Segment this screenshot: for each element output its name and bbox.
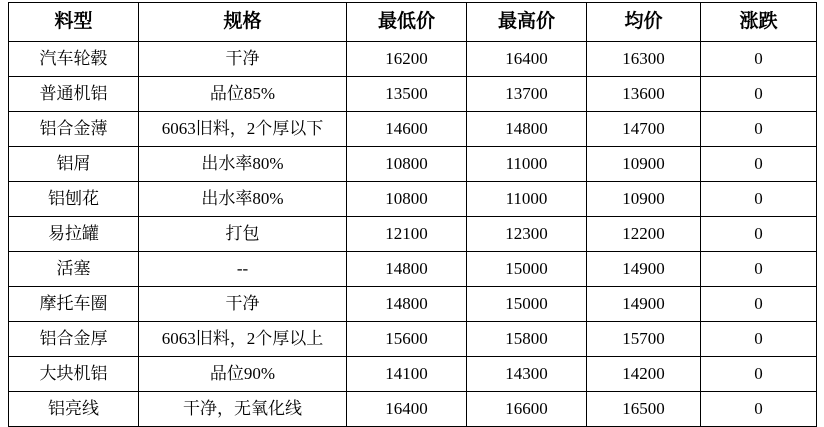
cell-specification: 干净: [139, 42, 347, 77]
column-header-material-type: 料型: [9, 3, 139, 42]
cell-lowest-price: 16200: [347, 42, 467, 77]
table-row: [9, 287, 817, 322]
table-row: [9, 322, 817, 357]
cell-lowest-price: 14800: [347, 287, 467, 322]
cell-specification: 干净: [139, 287, 347, 322]
cell-material-type: 易拉罐: [9, 217, 139, 252]
column-header-change: 涨跌: [701, 3, 817, 42]
cell-specification: 6063旧料，2个厚以上: [139, 322, 347, 357]
cell-lowest-price: 14800: [347, 252, 467, 287]
table-row: [9, 392, 817, 427]
cell-lowest-price: 13500: [347, 77, 467, 112]
cell-change: 0: [701, 77, 817, 112]
table-header: [9, 3, 817, 42]
cell-average-price: 14900: [587, 287, 701, 322]
cell-material-type: 铝合金薄: [9, 112, 139, 147]
cell-highest-price: 15000: [467, 287, 587, 322]
cell-average-price: 15700: [587, 322, 701, 357]
cell-average-price: 14700: [587, 112, 701, 147]
table-body: [9, 42, 817, 427]
cell-lowest-price: 12100: [347, 217, 467, 252]
cell-highest-price: 11000: [467, 147, 587, 182]
cell-material-type: 铝刨花: [9, 182, 139, 217]
cell-average-price: 14200: [587, 357, 701, 392]
cell-specification: 品位90%: [139, 357, 347, 392]
table-row: [9, 42, 817, 77]
cell-specification: 干净，无氧化线: [139, 392, 347, 427]
cell-specification: 出水率80%: [139, 147, 347, 182]
cell-specification: --: [139, 252, 347, 287]
cell-lowest-price: 10800: [347, 182, 467, 217]
cell-lowest-price: 10800: [347, 147, 467, 182]
cell-highest-price: 12300: [467, 217, 587, 252]
cell-average-price: 16500: [587, 392, 701, 427]
cell-average-price: 14900: [587, 252, 701, 287]
cell-change: 0: [701, 287, 817, 322]
table-row: [9, 217, 817, 252]
column-header-highest-price: 最高价: [467, 3, 587, 42]
table-row: [9, 112, 817, 147]
cell-change: 0: [701, 147, 817, 182]
cell-change: 0: [701, 322, 817, 357]
cell-material-type: 大块机铝: [9, 357, 139, 392]
cell-highest-price: 15800: [467, 322, 587, 357]
cell-material-type: 摩托车圈: [9, 287, 139, 322]
table-header-row: [9, 3, 817, 42]
table-row: [9, 77, 817, 112]
cell-material-type: 汽车轮毂: [9, 42, 139, 77]
cell-highest-price: 14300: [467, 357, 587, 392]
table-row: [9, 147, 817, 182]
cell-highest-price: 16400: [467, 42, 587, 77]
cell-change: 0: [701, 252, 817, 287]
cell-highest-price: 16600: [467, 392, 587, 427]
cell-material-type: 普通机铝: [9, 77, 139, 112]
cell-change: 0: [701, 112, 817, 147]
aluminum-price-table: [8, 2, 817, 427]
column-header-specification: 规格: [139, 3, 347, 42]
cell-specification: 6063旧料，2个厚以下: [139, 112, 347, 147]
cell-highest-price: 15000: [467, 252, 587, 287]
column-header-lowest-price: 最低价: [347, 3, 467, 42]
cell-change: 0: [701, 217, 817, 252]
cell-highest-price: 14800: [467, 112, 587, 147]
cell-change: 0: [701, 182, 817, 217]
cell-change: 0: [701, 357, 817, 392]
cell-specification: 打包: [139, 217, 347, 252]
cell-average-price: 10900: [587, 182, 701, 217]
cell-material-type: 铝屑: [9, 147, 139, 182]
table-row: [9, 357, 817, 392]
cell-material-type: 活塞: [9, 252, 139, 287]
table-row: [9, 182, 817, 217]
cell-change: 0: [701, 42, 817, 77]
cell-lowest-price: 14600: [347, 112, 467, 147]
cell-material-type: 铝合金厚: [9, 322, 139, 357]
table-row: [9, 252, 817, 287]
cell-highest-price: 11000: [467, 182, 587, 217]
cell-average-price: 12200: [587, 217, 701, 252]
cell-highest-price: 13700: [467, 77, 587, 112]
cell-specification: 出水率80%: [139, 182, 347, 217]
cell-material-type: 铝亮线: [9, 392, 139, 427]
column-header-average-price: 均价: [587, 3, 701, 42]
cell-lowest-price: 14100: [347, 357, 467, 392]
cell-change: 0: [701, 392, 817, 427]
cell-specification: 品位85%: [139, 77, 347, 112]
cell-lowest-price: 16400: [347, 392, 467, 427]
cell-average-price: 10900: [587, 147, 701, 182]
cell-lowest-price: 15600: [347, 322, 467, 357]
cell-average-price: 13600: [587, 77, 701, 112]
cell-average-price: 16300: [587, 42, 701, 77]
